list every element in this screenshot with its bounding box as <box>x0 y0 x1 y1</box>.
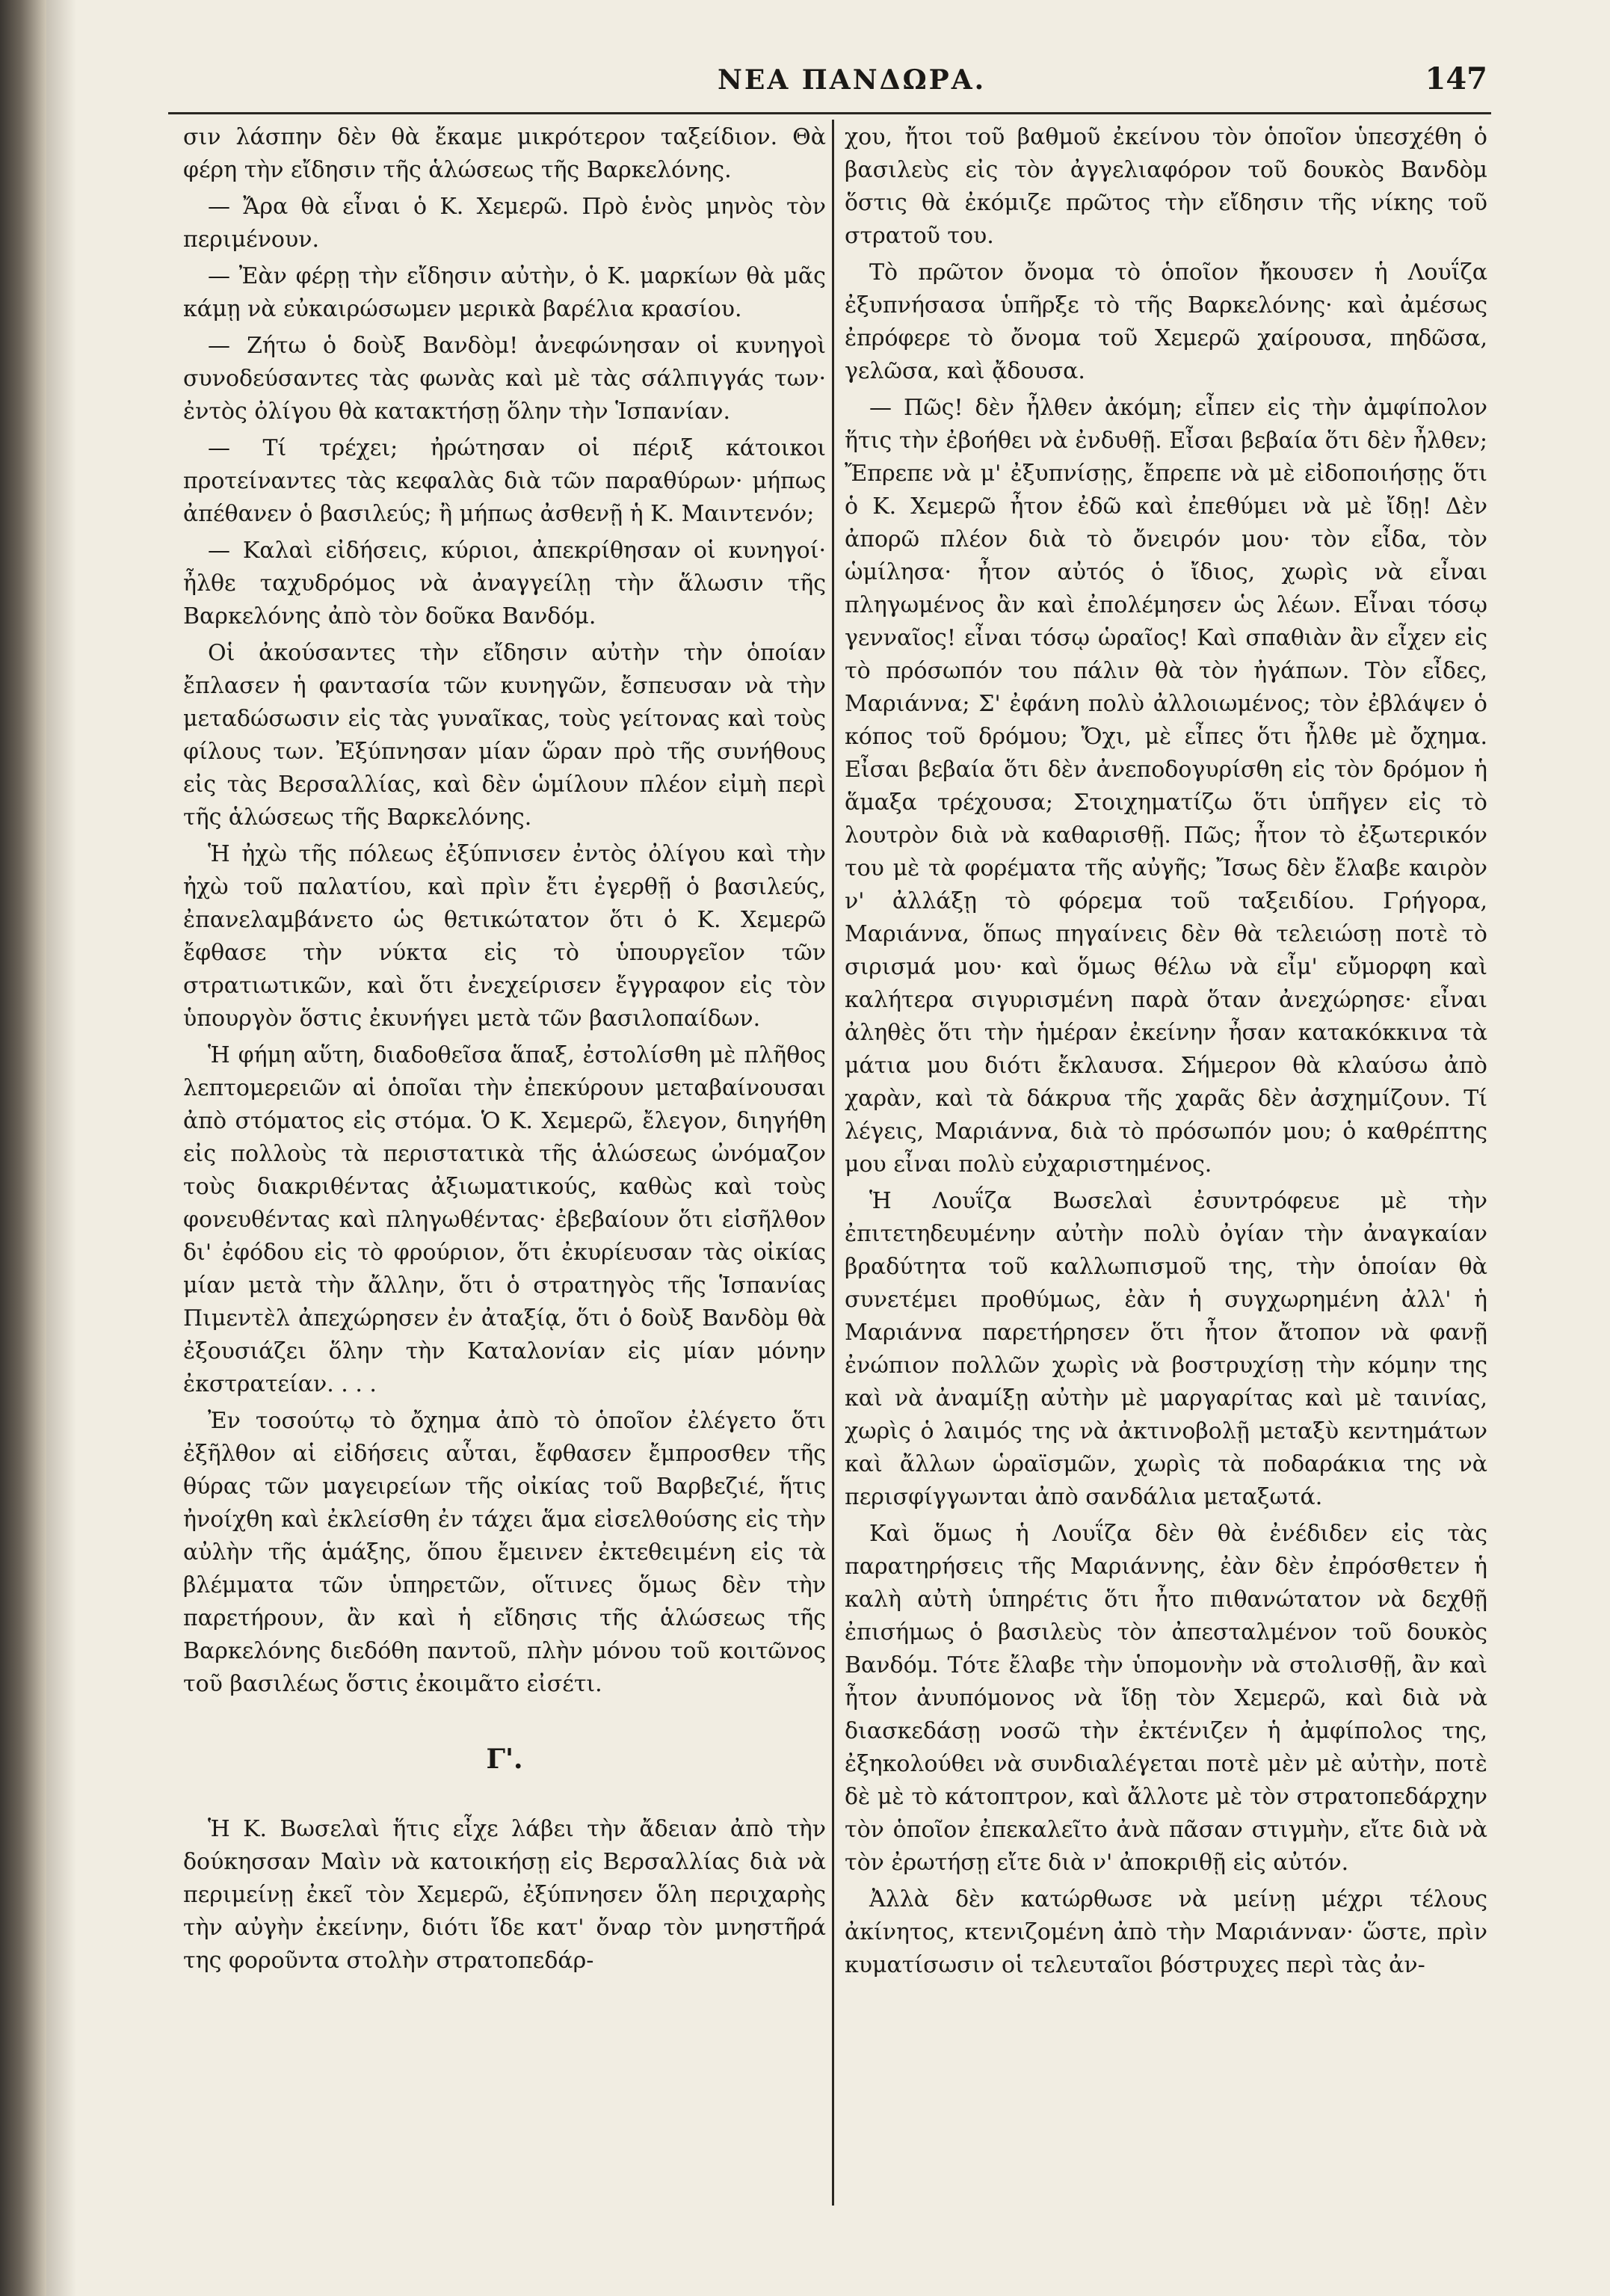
right-column <box>845 121 1487 1986</box>
gutter-shadow <box>46 0 76 2296</box>
paragraph: Ἡ φήμη αὕτη, διαδοθεῖσα ἅπαξ, ἐστολίσθη μὲ πλῆθος λεπτομερειῶν αἱ ὁποῖαι τὴν ἐπεκύρουν μεταβαίνουσαι ἀπὸ στόματος εἰς στόμα. Ὁ Κ. Χεμερῶ, ἔλεγον, διηγήθη εἰς πολλοὺς τὰ περιστατικὰ τῆς ἁλώσεως ὠνόμαζον τοὺς διακριθέντας ἀξιωματικούς, καθὼς καὶ τοὺς φονευθέντας καὶ πληγωθέντας· ἐβεβαίουν ὅτι εἰσῆλθον δι' ἐφόδου εἰς τὸ φρούριον, ὅτι ἐκυρίευσαν τὰς οἰκίας μίαν μετὰ τὴν ἄλλην, ὅτι ὁ στρατηγὸς τῆς Ἱσπανίας Πιμεντὲλ ἀπεχώρησεν ἐν ἀταξίᾳ, ὅτι ὁ δοὺξ Βανδὸμ θὰ ἐξουσιάζει ὅλην τὴν Καταλονίαν εἰς μίαν μόνην ἐκστρατείαν. . . . <box>183 1042 826 1397</box>
paragraph: — Τί τρέχει; ἠρώτησαν οἱ πέριξ κάτοικοι προτείναντες τὰς κεφαλὰς διὰ τῶν παραθύρων· μήπως ἀπέθανεν ὁ βασιλεύς; ἢ μήπως ἀσθενῇ ἡ Κ. Μαιντενόν; <box>183 435 826 527</box>
paragraph: Ἡ ἠχὼ τῆς πόλεως ἐξύπνισεν ἐντὸς ὀλίγου καὶ τὴν ἠχὼ τοῦ παλατίου, καὶ πρὶν ἔτι ἐγερθῇ ὁ βασιλεύς, ἐπανελαμβάνετο ὡς θετικώτατον ὅτι ὁ Κ. Χεμερῶ ἔφθασε τὴν νύκτα εἰς τὸ ὑπουργεῖον τῶν στρατιωτικῶν, καὶ ὅτι ἐνεχείρισεν ἔγγραφον εἰς τὸν ὑπουργὸν ὅστις ἐκυνήγει μετὰ τῶν βασιλοπαίδων. <box>183 841 826 1032</box>
book-binding-shadow <box>0 0 46 2296</box>
paragraph: Ἡ Λουΐζα Βωσελαὶ ἐσυντρόφευε μὲ τὴν ἐπιτετηδευμένην αὐτὴν πολὺ ὀγίαν τὴν ἀναγκαίαν βραδύτητα τοῦ καλλωπισμοῦ της, τὴν ὁποίαν θὰ συνετέμει προθύμως, ἐὰν ἡ συγχωρημένη ἀλλ' ἡ Μαριάννα παρετήρησεν ὅτι ἦτον ἄτοπον νὰ φανῇ ἐνώπιον πολλῶν χωρὶς νὰ βοστρυχίσῃ τὴν κόμην της καὶ νὰ ἀναμίξῃ αὐτὴν μὲ μαργαρίτας καὶ μὲ ταινίας, χωρὶς ὁ λαιμός της νὰ ἀκτινοβολῇ μεταξὺ κεντημάτων καὶ ἄλλων ὡραϊσμῶν, χωρὶς τὰ ποδαράκια της νὰ περισφίγγωνται ἀπὸ σανδάλια μεταξωτά. <box>845 1188 1487 1510</box>
paragraph: — Καλαὶ εἰδήσεις, κύριοι, ἀπεκρίθησαν οἱ κυνηγοί· ἦλθε ταχυδρόμος νὰ ἀναγγείλῃ τὴν ἅλωσιν τῆς Βαρκελόνης ἀπὸ τὸν δοῦκα Βανδόμ. <box>183 538 826 630</box>
section-heading: Γ'. <box>486 1743 523 1775</box>
left-column <box>183 121 826 1981</box>
paragraph: — Ἄρα θὰ εἶναι ὁ Κ. Χεμερῶ. Πρὸ ἑνὸς μηνὸς τὸν περιμένουν. <box>183 194 826 253</box>
header-rule <box>168 112 1491 114</box>
paragraph: Ἀλλὰ δὲν κατώρθωσε νὰ μείνῃ μέχρι τέλους ἀκίνητος, κτενιζομένη ἀπὸ τὴν Μαριάνναν· ὥστε, πρὶν κυματίσωσιν οἱ τελευταῖοι βόστρυχες περὶ τὰς ἀν- <box>845 1886 1487 1978</box>
paragraph: Τὸ πρῶτον ὄνομα τὸ ὁποῖον ἤκουσεν ἡ Λουΐζα ἐξυπνήσασα ὑπῆρξε τὸ τῆς Βαρκελόνης· καὶ ἀμέσως ἐπρόφερε τὸ ὄνομα τοῦ Χεμερῶ χαίρουσα, πηδῶσα, γελῶσα, καὶ ᾄδουσα. <box>845 259 1487 384</box>
paragraph: Καὶ ὅμως ἡ Λουΐζα δὲν θὰ ἐνέδιδεν εἰς τὰς παρατηρήσεις τῆς Μαριάννης, ἐὰν δὲν ἐπρόσθετεν ἡ καλὴ αὐτὴ ὑπηρέτις ὅτι ἦτο πιθανώτατον νὰ δεχθῇ ἐπισήμως ὁ βασιλεὺς τὸν ἀπεσταλμένον τοῦ δουκὸς Βανδόμ. Τότε ἔλαβε τὴν ὑπομονὴν νὰ στολισθῇ, ἂν καὶ ἦτον ἀνυπόμονος νὰ ἴδῃ τὸν Χεμερῶ, καὶ διὰ νὰ διασκεδάσῃ νοσῶ τὴν ἐκτένιζεν ἡ ἀμφίπολος της, ἐξηκολούθει νὰ συνδιαλέγεται ποτὲ μὲν μὲ αὐτὴν, ποτὲ δὲ μὲ τὸ κάτοπτρον, καὶ ἄλλοτε μὲ τὸν στρατοπεδάρχην τὸν ὁποῖον ἐπεκαλεῖτο ἀνὰ πᾶσαν στιγμὴν, εἴτε διὰ νὰ τὸν ἐρωτήσῃ εἴτε διὰ ν' ἀποκριθῇ εἰς αὐτόν. <box>845 1521 1487 1876</box>
paragraph: Ἡ Κ. Βωσελαὶ ἥτις εἶχε λάβει τὴν ἄδειαν ἀπὸ τὴν δούκησσαν Μαὶν νὰ κατοικήσῃ εἰς Βερσαλλίας διὰ νὰ περιμείνῃ ἐκεῖ τὸν Χεμερῶ, ἐξύπνησεν ὅλη περιχαρὴς τὴν αὐγὴν ἐκείνην, διότι ἴδε κατ' ὄναρ τὸν μνηστῆρά της φοροῦντα στολὴν στρατοπεδάρ- <box>183 1816 826 1974</box>
paragraph: — Ζήτω ὁ δοὺξ Βανδὸμ! ἀνεφώνησαν οἱ κυνηγοὶ συνοδεύσαντες τὰς φωνὰς καὶ μὲ τὰς σάλπιγγάς των· ἐντὸς ὀλίγου θὰ κατακτήσῃ ὅλην τὴν Ἱσπανίαν. <box>183 333 826 425</box>
paragraph: σιν λάσπην δὲν θὰ ἔκαμε μικρότερον ταξείδιον. Θὰ φέρη τὴν εἴδησιν τῆς ἁλώσεως τῆς Βαρκελόνης. <box>183 124 826 183</box>
page-number: 147 <box>1425 61 1487 96</box>
page-header <box>172 58 1487 103</box>
paragraph: Ἐν τοσούτῳ τὸ ὄχημα ἀπὸ τὸ ὁποῖον ἐλέγετο ὅτι ἐξῆλθον αἱ εἰδήσεις αὗται, ἔφθασεν ἔμπροσθεν τῆς θύρας τῶν μαγειρείων τῆς οἰκίας τοῦ Βαρβεζιέ, ἥτις ἠνοίχθη καὶ ἐκλείσθη ἐν τάχει ἅμα εἰσελθούσης εἰς τὴν αὐλὴν τῆς ἁμάξης, ὅπου ἔμεινεν ἐκτεθειμένη εἰς τὰ βλέμματα τῶν ὑπηρετῶν, οἵτινες ὅμως δὲν τὴν παρετήρουν, ἂν καὶ ἡ εἴδησις τῆς ἁλώσεως τῆς Βαρκελόνης διεδόθη παντοῦ, πλὴν μόνου τοῦ κοιτῶνος τοῦ βασιλέως ὅστις ἐκοιμᾶτο εἰσέτι. <box>183 1408 826 1697</box>
column-divider <box>832 120 834 2206</box>
paragraph: — Πῶς! δὲν ἦλθεν ἀκόμη; εἶπεν εἰς τὴν ἀμφίπολον ἥτις τὴν ἐβοήθει νὰ ἐνδυθῇ. Εἶσαι βεβαία ὅτι δὲν ἦλθεν; Ἔπρεπε νὰ μ' ἐξυπνίσῃς, ἔπρεπε νὰ μὲ εἰδοποιήσῃς ὅτι ὁ Κ. Χεμερῶ ἦτον ἐδῶ καὶ ἐπεθύμει νὰ μὲ ἴδῃ! Δὲν ἀπορῶ πλέον διὰ τὸ ὄνειρόν μου· τὸν εἶδα, τὸν ὡμίλησα· ἦτον αὐτός ὁ ἴδιος, χωρὶς νὰ εἶναι πληγωμένος ἂν καὶ ἐπολέμησεν ὡς λέων. Εἶναι τόσῳ γενναῖος! εἶναι τόσῳ ὡραῖος! Καὶ σπαθιὰν ἂν εἶχεν εἰς τὸ πρόσωπόν του πάλιν θὰ τὸν ἠγάπων. Τὸν εἶδες, Μαριάννα; Σ' ἐφάνη πολὺ ἀλλοιωμένος; τὸν ἐβλάψεν ὁ κόπος τοῦ δρόμου; Ὄχι, μὲ εἶπες ὅτι ἦλθε μὲ ὄχημα. Εἶσαι βεβαία ὅτι δὲν ἀνεποδογυρίσθη εἰς τὸν δρόμον ἡ ἅμαξα τρέχουσα; Στοιχηματίζω ὅτι ὑπῆγεν εἰς τὸ λουτρὸν διὰ νὰ καθαρισθῇ. Πῶς; ἦτον τὸ ἐξωτερικόν του μὲ τὰ φορέματα τῆς αὐγῆς; Ἴσως δὲν ἔλαβε καιρὸν ν' ἀλλάξῃ τὸ φόρεμα τοῦ ταξειδίου. Γρήγορα, Μαριάννα, ὅπως πηγαίνεις δὲν θὰ τελειώσῃ ποτὲ τὸ σιρισμά μου· καὶ ὅμως θέλω νὰ εἶμ' εὔμορφη καὶ καλήτερα σιγυρισμένη παρὰ ὅταν ἀνεχώρησε· εἶναι ἀληθὲς ὅτι τὴν ἡμέραν ἐκείνην ἦσαν κατακόκκινα τὰ μάτια μου διότι ἔκλαυσα. Σήμερον θὰ κλαύσω ἀπὸ χαρὰν, καὶ τὰ δάκρυα τῆς χαρᾶς δὲν ἀσχημίζουν. Τί λέγεις, Μαριάννα, διὰ τὸ πρόσωπόν μου; ὁ καθρέπτης μου εἶναι πολὺ εὐχαριστημένος. <box>845 395 1487 1178</box>
paragraph: Οἱ ἀκούσαντες τὴν εἴδησιν αὐτὴν τὴν ὁποίαν ἔπλασεν ἡ φαντασία τῶν κυνηγῶν, ἔσπευσαν νὰ τὴν μεταδώσωσιν εἰς τὰς γυναῖκας, τοὺς γείτονας καὶ τοὺς φίλους των. Ἐξύπνησαν μίαν ὥραν πρὸ τῆς συνήθους εἰς τὰς Βερσαλλίας, καὶ δὲν ὡμίλουν πλέον εἰμὴ περὶ τῆς ἁλώσεως τῆς Βαρκελόνης. <box>183 640 826 831</box>
running-title: ΝΕΑ ΠΑΝΔΩΡΑ. <box>718 64 987 96</box>
paragraph: χου, ἤτοι τοῦ βαθμοῦ ἐκείνου τὸν ὁποῖον ὑπεσχέθη ὁ βασιλεὺς εἰς τὸν ἀγγελιαφόρον τοῦ δουκὸς Βανδὸμ ὅστις θὰ ἐκόμιζε πρῶτος τὴν εἴδησιν τῆς νίκης τοῦ στρατοῦ του. <box>845 124 1487 249</box>
paragraph: — Ἐὰν φέρῃ τὴν εἴδησιν αὐτὴν, ὁ Κ. μαρκίων θὰ μᾶς κάμῃ νὰ εὐκαιρώσωμεν μερικὰ βαρέλια κρασίου. <box>183 263 826 322</box>
